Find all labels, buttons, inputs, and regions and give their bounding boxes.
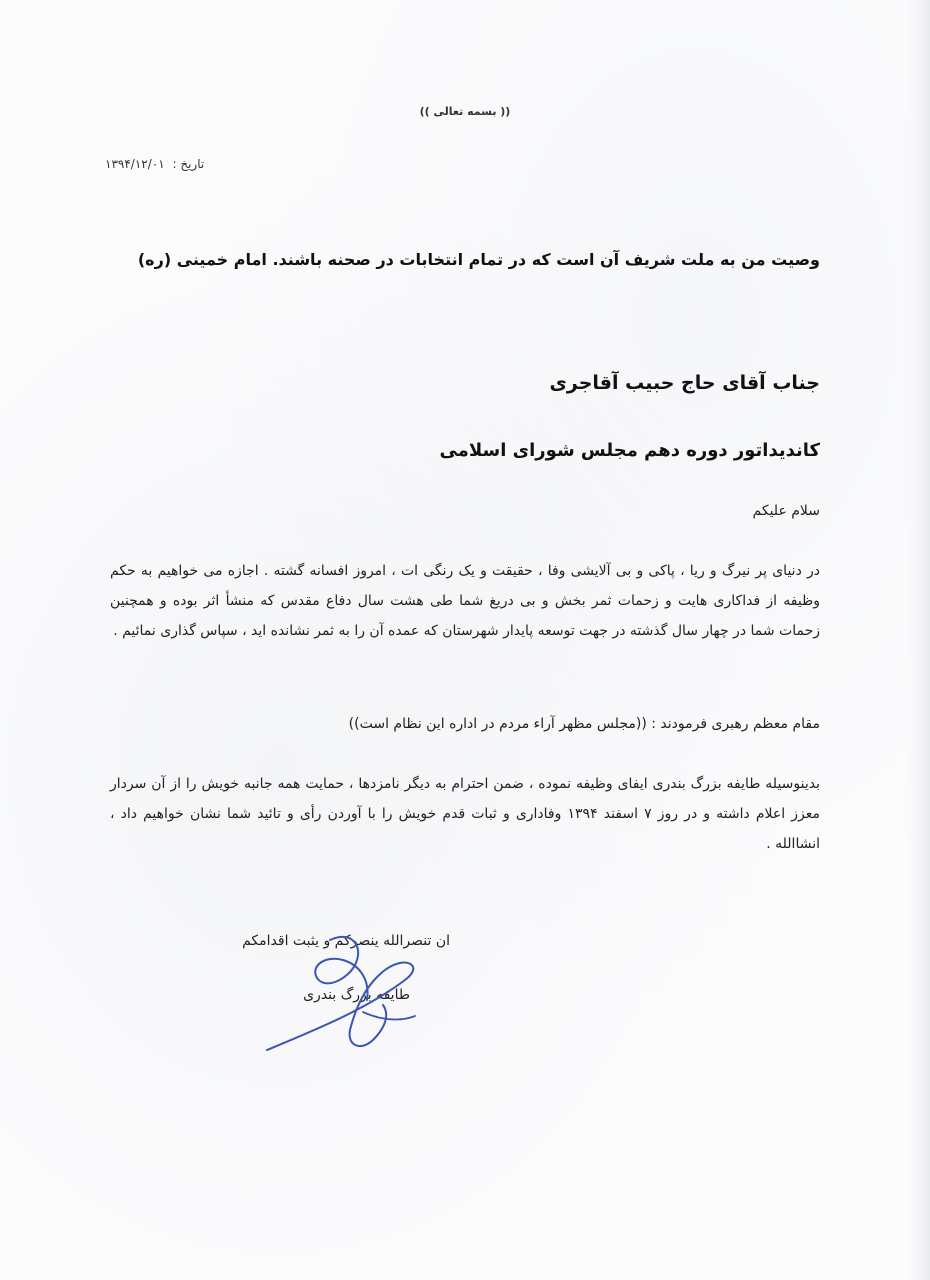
signature-stroke-loop [315, 937, 367, 1000]
handwritten-signature [255, 920, 435, 1070]
signature-stroke-main [267, 963, 413, 1050]
signature-stroke-tail [363, 1012, 415, 1019]
addressee-title: کاندیداتور دوره دهم مجلس شورای اسلامی [439, 440, 820, 461]
greeting: سلام علیکم [752, 503, 820, 519]
closing-verse: ان تنصرالله ینصرکم و یثبت اقدامکم [242, 933, 450, 949]
signer-name: طایفه بزرگ بندری [303, 987, 410, 1003]
date-line [105, 157, 204, 171]
addressee-name: جناب آقای حاج حبیب آقاجری [549, 372, 820, 394]
page-edge-shadow [908, 0, 930, 1280]
body-paragraph-appreciation: در دنیای پر نیرگ و ریا ، پاکی و بی آلایشی وفا ، حقیقت و یک رنگی ات ، امروز افسانه گشته . اجازه می خواهیم به حکم وظیفه از فداکاری هایت و زحمات ثمر بخش و بی دریغ شما طی هشت سال دفاع مقدس که منشأ اثر بوده و همچنین زحمات شما در چهار سال گذشته در جهت توسعه پایدار شهرستان که عمده آن را به ثمر نشانده اید ، سپاس گذاری نمائیم . [110, 563, 820, 639]
basmala-header: (( بسمه تعالی )) [419, 105, 511, 118]
date-value: ۱۳۹۴/۱۲/۰۱ [105, 157, 165, 171]
date-label: تاریخ : [172, 157, 205, 171]
body-paragraph-support: بدینوسیله طایفه بزرگ بندری ایفای وظیفه نموده ، ضمن احترام به دیگر نامزدها ، حمایت همه جانبه خویش را از آن سردار معزز اعلام داشته و در روز ۷ اسفند ۱۳۹۴ وفاداری و ثبات قدم خویش را با آوردن رأی و تائید شما نشان خواهیم داد ، انشاالله . [110, 776, 821, 852]
leader-quote: مقام معظم رهبری فرمودند : ((مجلس مظهر آراء مردم در اداره این نظام است)) [348, 716, 820, 732]
imam-quote: وصیت من به ملت شریف آن است که در تمام انتخابات در صحنه باشند. امام خمینی (ره) [137, 250, 820, 269]
